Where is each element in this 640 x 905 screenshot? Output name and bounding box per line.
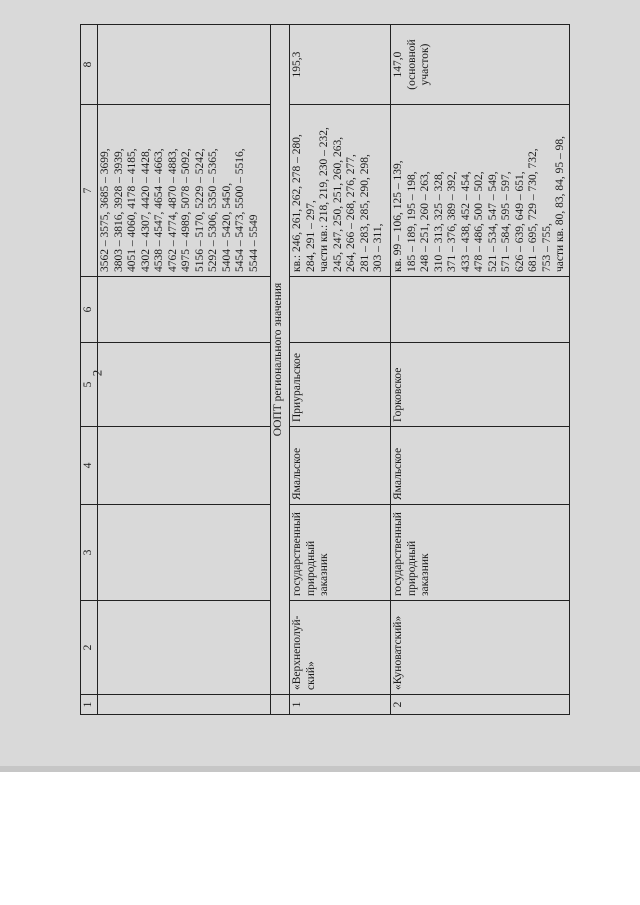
forestry: Горковское (391, 343, 570, 427)
table-cell (98, 695, 271, 715)
column-number: 8 (81, 25, 98, 105)
table-cell (290, 277, 391, 343)
table-cell (271, 695, 290, 715)
district: Ямальское (290, 427, 391, 505)
area-name: «Куноватский» (391, 601, 570, 695)
area-value: 147,0 (основной участок) (391, 25, 570, 105)
row-number: 2 (391, 695, 570, 715)
column-number: 1 (81, 695, 98, 715)
protected-areas-table (80, 24, 570, 715)
row-number: 1 (290, 695, 391, 715)
quarters-cell: 3562 – 3575, 3685 – 3699, 3803 – 3816, 3928 – 3939, 4051 – 4060, 4178 – 4185, 4302 – 4307, 4420 – 4428, 4538 – 4547, 4654 – 4663, 4762 – 4774, 4870 – 4883, 4975 – 4989, 5078 – 5092, 5156 – 5170, 5229 – 5242, 5292 – 5306, 5350 – 5365, 5404 – 5420, 5450, 5454 – 5473, 5500 – 5516, 5544 – 5549 (98, 105, 271, 277)
table-cell (98, 343, 271, 427)
rotated-table-sheet (80, 25, 566, 715)
column-number: 3 (81, 505, 98, 601)
section-row (271, 25, 290, 715)
table-row (391, 25, 570, 715)
table-cell (98, 277, 271, 343)
scan-edge (0, 766, 640, 772)
quarters-cell: кв.: 246, 261, 262, 278 – 280, 284, 291 – 297, части кв.: 218, 219, 230 – 232, 245, 247, 250, 251, 260, 263, 264, 266 – 268, 276, 277, 281 – 283, 285, 290, 298, 303 – 311, (290, 105, 391, 277)
column-number: 7 (81, 105, 98, 277)
column-number: 6 (81, 277, 98, 343)
column-number-row (81, 25, 98, 715)
page-number: 2 (89, 369, 105, 377)
table-cell (98, 505, 271, 601)
area-category: государственный природный заказник (391, 505, 570, 601)
section-title: ООПТ регионального значения (271, 25, 290, 695)
table-row (290, 25, 391, 715)
area-category: государственный природный заказник (290, 505, 391, 601)
table-cell (391, 277, 570, 343)
area-name: «Верхнеполуй- ский» (290, 601, 391, 695)
table-cell (98, 601, 271, 695)
district: Ямальское (391, 427, 570, 505)
forestry: Приуральское (290, 343, 391, 427)
column-number: 5 (81, 343, 98, 427)
column-number: 4 (81, 427, 98, 505)
continuation-row (98, 25, 271, 715)
column-number: 2 (81, 601, 98, 695)
quarters-cell: кв. 99 – 106, 125 – 139, 185 – 189, 195 – 198, 248 – 251, 260 – 263, 310 – 313, 325 – 328, 371 – 376, 389 – 392, 433 – 438, 452 – 454, 478 – 486, 500 – 502, 521 – 534, 547 – 549, 571 – 584, 595 – 597, 626 – 639, 649 – 651, 681 – 695, 729 – 730, 732, 753 – 755, части кв. 80, 83, 84, 95 – 98, (391, 105, 570, 277)
table-cell (98, 427, 271, 505)
table-cell (98, 25, 271, 105)
area-value: 195,3 (290, 25, 391, 105)
